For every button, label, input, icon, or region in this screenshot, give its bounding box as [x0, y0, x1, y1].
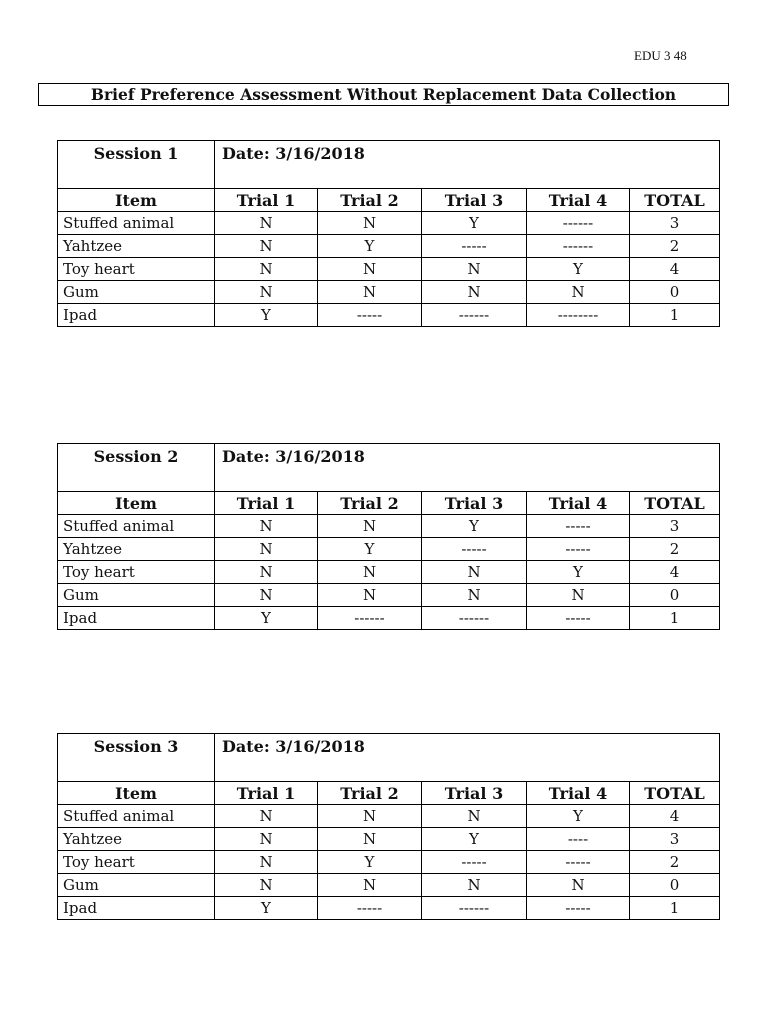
trial-2-value: Y — [318, 851, 422, 874]
col-trial-3: Trial 3 — [422, 782, 527, 805]
trial-1-value: N — [215, 538, 318, 561]
item-name: Stuffed animal — [58, 515, 215, 538]
table-row — [58, 874, 720, 897]
table-row — [58, 828, 720, 851]
trial-1-value: N — [215, 828, 318, 851]
trial-2-value: N — [318, 258, 422, 281]
table-row — [58, 607, 720, 630]
trial-3-value: Y — [422, 515, 527, 538]
trial-3-value: N — [422, 281, 527, 304]
col-trial-2: Trial 2 — [318, 782, 422, 805]
trial-4-value: ----- — [527, 515, 630, 538]
session-label: Session 3 — [58, 734, 215, 782]
col-item: Item — [58, 492, 215, 515]
trial-1-value: Y — [215, 607, 318, 630]
trial-4-value: ----- — [527, 897, 630, 920]
total-value: 3 — [630, 828, 720, 851]
trial-2-value: N — [318, 561, 422, 584]
session-header-row — [58, 444, 720, 492]
col-trial-2: Trial 2 — [318, 189, 422, 212]
trial-2-value: N — [318, 515, 422, 538]
total-value: 4 — [630, 561, 720, 584]
trial-4-value: Y — [527, 258, 630, 281]
item-name: Yahtzee — [58, 235, 215, 258]
total-value: 0 — [630, 584, 720, 607]
trial-2-value: N — [318, 828, 422, 851]
trial-4-value: Y — [527, 561, 630, 584]
total-value: 0 — [630, 281, 720, 304]
trial-3-value: ----- — [422, 851, 527, 874]
total-value: 0 — [630, 874, 720, 897]
trial-4-value: ----- — [527, 538, 630, 561]
trial-2-value: N — [318, 281, 422, 304]
trial-4-value: Y — [527, 805, 630, 828]
item-name: Toy heart — [58, 851, 215, 874]
trial-2-value: ----- — [318, 304, 422, 327]
trial-3-value: N — [422, 805, 527, 828]
session-label: Session 2 — [58, 444, 215, 492]
total-value: 2 — [630, 538, 720, 561]
trial-3-value: N — [422, 561, 527, 584]
trial-3-value: Y — [422, 828, 527, 851]
trial-1-value: N — [215, 874, 318, 897]
trial-3-value: ------ — [422, 897, 527, 920]
trial-1-value: N — [215, 805, 318, 828]
table-row — [58, 258, 720, 281]
total-value: 4 — [630, 805, 720, 828]
col-item: Item — [58, 189, 215, 212]
trial-1-value: N — [215, 258, 318, 281]
document-title: Brief Preference Assessment Without Replacement Data Collection — [38, 83, 729, 106]
total-value: 1 — [630, 304, 720, 327]
col-trial-3: Trial 3 — [422, 189, 527, 212]
column-header-row — [58, 189, 720, 212]
session-date: Date: 3/16/2018 — [215, 444, 720, 492]
item-name: Stuffed animal — [58, 212, 215, 235]
table-row — [58, 561, 720, 584]
trial-2-value: N — [318, 805, 422, 828]
trial-3-value: Y — [422, 212, 527, 235]
course-code: EDU 3 48 — [634, 48, 687, 63]
item-name: Toy heart — [58, 258, 215, 281]
trial-2-value: N — [318, 874, 422, 897]
trial-1-value: Y — [215, 304, 318, 327]
col-trial-1: Trial 1 — [215, 189, 318, 212]
table-row — [58, 281, 720, 304]
trial-3-value: ----- — [422, 538, 527, 561]
col-total: TOTAL — [630, 492, 720, 515]
col-trial-4: Trial 4 — [527, 189, 630, 212]
trial-4-value: -------- — [527, 304, 630, 327]
table-row — [58, 584, 720, 607]
column-header-row — [58, 492, 720, 515]
col-trial-4: Trial 4 — [527, 492, 630, 515]
table-row — [58, 538, 720, 561]
col-trial-1: Trial 1 — [215, 492, 318, 515]
session-table-1 — [57, 140, 720, 327]
trial-1-value: N — [215, 851, 318, 874]
session-date: Date: 3/16/2018 — [215, 734, 720, 782]
total-value: 3 — [630, 212, 720, 235]
col-trial-3: Trial 3 — [422, 492, 527, 515]
total-value: 4 — [630, 258, 720, 281]
trial-1-value: N — [215, 515, 318, 538]
total-value: 2 — [630, 851, 720, 874]
trial-2-value: Y — [318, 538, 422, 561]
item-name: Stuffed animal — [58, 805, 215, 828]
trial-2-value: N — [318, 212, 422, 235]
trial-4-value: N — [527, 281, 630, 304]
total-value: 3 — [630, 515, 720, 538]
item-name: Ipad — [58, 304, 215, 327]
table-row — [58, 515, 720, 538]
table-row — [58, 212, 720, 235]
session-date: Date: 3/16/2018 — [215, 141, 720, 189]
trial-1-value: N — [215, 281, 318, 304]
item-name: Gum — [58, 281, 215, 304]
item-name: Gum — [58, 874, 215, 897]
trial-2-value: ----- — [318, 897, 422, 920]
trial-2-value: N — [318, 584, 422, 607]
table-row — [58, 235, 720, 258]
trial-1-value: N — [215, 212, 318, 235]
total-value: 1 — [630, 897, 720, 920]
col-total: TOTAL — [630, 782, 720, 805]
trial-3-value: N — [422, 258, 527, 281]
trial-4-value: ------ — [527, 235, 630, 258]
item-name: Yahtzee — [58, 538, 215, 561]
trial-4-value: ---- — [527, 828, 630, 851]
trial-1-value: Y — [215, 897, 318, 920]
session-table-3 — [57, 733, 720, 920]
session-header-row — [58, 734, 720, 782]
session-label: Session 1 — [58, 141, 215, 189]
item-name: Toy heart — [58, 561, 215, 584]
col-total: TOTAL — [630, 189, 720, 212]
item-name: Ipad — [58, 897, 215, 920]
trial-4-value: ----- — [527, 607, 630, 630]
trial-2-value: ------ — [318, 607, 422, 630]
table-row — [58, 851, 720, 874]
trial-4-value: N — [527, 584, 630, 607]
trial-3-value: ------ — [422, 607, 527, 630]
trial-1-value: N — [215, 584, 318, 607]
total-value: 2 — [630, 235, 720, 258]
trial-1-value: N — [215, 561, 318, 584]
trial-4-value: ------ — [527, 212, 630, 235]
trial-3-value: ------ — [422, 304, 527, 327]
table-row — [58, 304, 720, 327]
col-trial-4: Trial 4 — [527, 782, 630, 805]
col-trial-2: Trial 2 — [318, 492, 422, 515]
trial-3-value: N — [422, 874, 527, 897]
session-header-row — [58, 141, 720, 189]
column-header-row — [58, 782, 720, 805]
session-table-2 — [57, 443, 720, 630]
trial-1-value: N — [215, 235, 318, 258]
trial-4-value: N — [527, 874, 630, 897]
table-row — [58, 897, 720, 920]
col-item: Item — [58, 782, 215, 805]
total-value: 1 — [630, 607, 720, 630]
item-name: Gum — [58, 584, 215, 607]
trial-4-value: ----- — [527, 851, 630, 874]
item-name: Ipad — [58, 607, 215, 630]
trial-3-value: N — [422, 584, 527, 607]
trial-3-value: ----- — [422, 235, 527, 258]
trial-2-value: Y — [318, 235, 422, 258]
table-row — [58, 805, 720, 828]
item-name: Yahtzee — [58, 828, 215, 851]
col-trial-1: Trial 1 — [215, 782, 318, 805]
